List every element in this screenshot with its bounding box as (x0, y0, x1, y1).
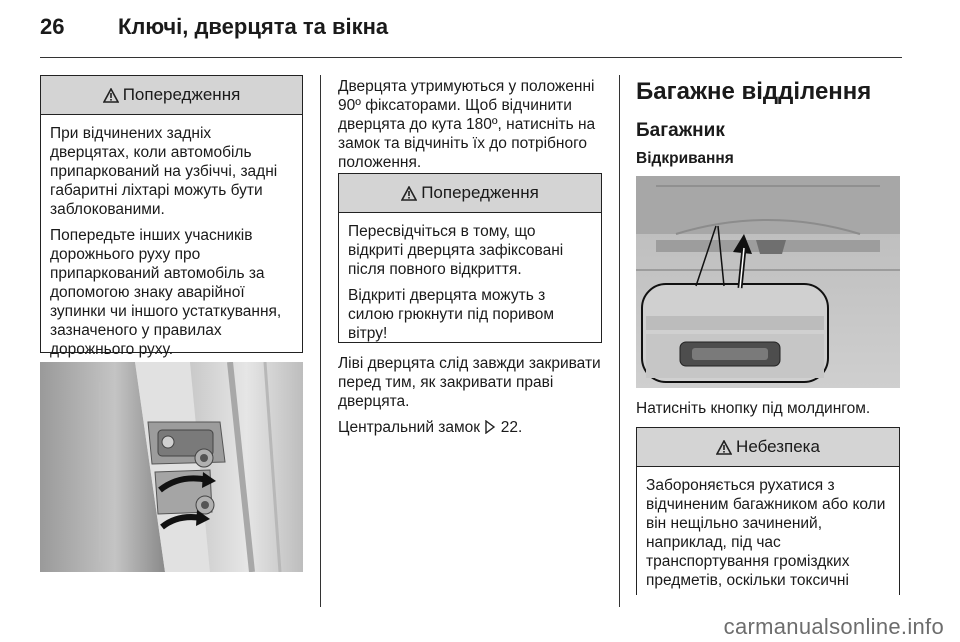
page-reference-icon (484, 420, 496, 434)
subsection-heading: Багажник (636, 120, 725, 141)
central-lock-page: 22. (500, 419, 523, 436)
danger-box-body (637, 467, 899, 590)
danger-box-header (637, 428, 899, 467)
page-header-title: Ключі, дверцята та вікна (118, 14, 389, 39)
topic-heading: Відкривання (636, 150, 734, 167)
watermark: carmanualsonline.info (723, 614, 944, 639)
warning-box-header (339, 174, 601, 213)
warning-box-header (41, 76, 302, 115)
warning-box-body (339, 213, 601, 343)
tailgate-caption (636, 399, 900, 425)
warning-box-body (41, 115, 302, 359)
tailgate-illustration (636, 176, 900, 388)
door-hold-text: Дверцята утримуються у положенні 90º фіксаторами. Щоб відчинити дверцята до кута 180º, натисніть на замок та відчиніть їх до потрібного положення. (338, 78, 596, 171)
header-rule (40, 57, 902, 58)
warning-box-title: Попередження (421, 183, 539, 202)
warning-box (338, 173, 602, 343)
warning-triangle-icon (103, 88, 119, 103)
warning-paragraph: При відчинених задніх дверцятах, коли автомобіль припаркований на узбіччі, задні габаритні ліхтарі можуть бути заблокованими. (50, 125, 278, 218)
warning-triangle-icon (401, 186, 417, 201)
left-door-paragraph (338, 354, 602, 444)
warning-paragraph: Пересвідчіться в тому, що відкриті дверцята зафіксовані після повного відкриття. (348, 223, 564, 278)
section-heading: Багажне відділення (636, 78, 872, 105)
caption-text: Натисніть кнопку під молдингом. (636, 400, 871, 417)
page-number: 26 (40, 14, 65, 39)
column-divider-1 (320, 75, 321, 607)
warning-paragraph: Відкриті дверцята можуть з силою грюкнути під поривом вітру! (348, 287, 555, 342)
central-lock-reference[interactable] (338, 418, 602, 437)
warning-box-title: Попередження (122, 85, 241, 104)
danger-box (636, 427, 900, 595)
danger-box-title: Небезпека (736, 437, 820, 456)
danger-paragraph: Забороняється рухатися з відчиненим багажником або коли він нещільно зачинений, наприклад, під час транспортування громіздких предметів, оскільки токсичні (646, 477, 886, 589)
danger-triangle-icon (716, 440, 732, 455)
left-door-text: Ліві дверцята слід завжди закривати перед тим, як закривати праві дверцята. (338, 355, 601, 410)
warning-paragraph: Попередьте інших учасників дорожнього руху про припаркований автомобіль за допомогою знаку аварійної зупинки чи іншого устаткування, зазначеного у правилах дорожнього руху. (50, 227, 282, 358)
door-hold-paragraph (338, 77, 602, 179)
door-hinge-illustration (40, 362, 303, 572)
warning-box (40, 75, 303, 358)
column-divider-2 (619, 75, 620, 607)
central-lock-label: Центральний замок (338, 419, 481, 436)
